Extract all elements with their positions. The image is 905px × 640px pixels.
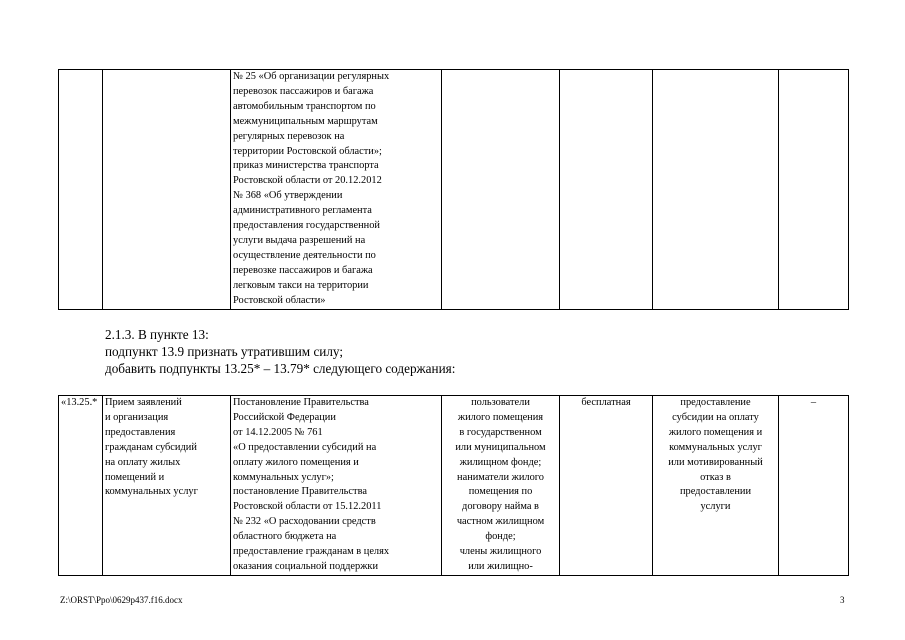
table-cell	[779, 70, 849, 310]
page-number: 3	[840, 595, 845, 605]
table-cell	[103, 70, 231, 310]
paragraph-add: добавить подпункты 13.25* – 13.79* следующего содержания:	[105, 361, 456, 376]
services-table	[58, 395, 849, 576]
item-number-cell: «13.25.*	[59, 396, 103, 576]
legal-basis-cell: № 25 «Об организации регулярных перевозок пассажиров и багажа автомобильным транспортом по межмуниципальным маршрутам регулярных перевозок на территории Ростовской области»; приказ министерства транспорта Ростовской области от 20.12.2012 № 368 «Об утверждении административного регламента предоставления государственной услуги выдача разрешений на осуществление деятельности по перевозке пассажиров и багажа легковым такси на территории Ростовской области»	[231, 70, 442, 310]
table-cell	[59, 70, 103, 310]
footer-file-path: Z:\ORST\Ppo\0629p437.f16.docx	[60, 595, 183, 605]
table-cell	[653, 70, 779, 310]
result-cell: предоставление субсидии на оплату жилого помещения и коммунальных услуг или мотивированный отказ в предоставлении услуги	[653, 396, 779, 576]
paragraph-clause: 2.1.3. В пункте 13:	[105, 327, 209, 342]
table-row	[59, 396, 849, 576]
applicants-cell: пользователи жилого помещения в государственном или муниципальном жилищном фонде; наниматели жилого помещения по договору найма в частном жилищном фонде; члены жилищного или жилищно-	[442, 396, 560, 576]
service-name-cell: Прием заявлений и организация предоставления гражданам субсидий на оплату жилых помещений и коммунальных услуг	[103, 396, 231, 576]
paragraph-repeal: подпункт 13.9 признать утратившим силу;	[105, 344, 344, 359]
table-cell	[560, 70, 653, 310]
fee-cell: бесплатная	[560, 396, 653, 576]
legal-basis-cell: Постановление Правительства Российской Федерации от 14.12.2005 № 761 «О предоставлении субсидий на оплату жилого помещения и коммунальных услуг»; постановление Правительства Ростовской области от 15.12.2011 № 232 «О расходовании средств областного бюджета на предоставление гражданам в целях оказания социальной поддержки	[231, 396, 442, 576]
table-row	[59, 70, 849, 310]
note-cell: –	[779, 396, 849, 576]
continuation-table	[58, 69, 849, 310]
table-cell	[442, 70, 560, 310]
